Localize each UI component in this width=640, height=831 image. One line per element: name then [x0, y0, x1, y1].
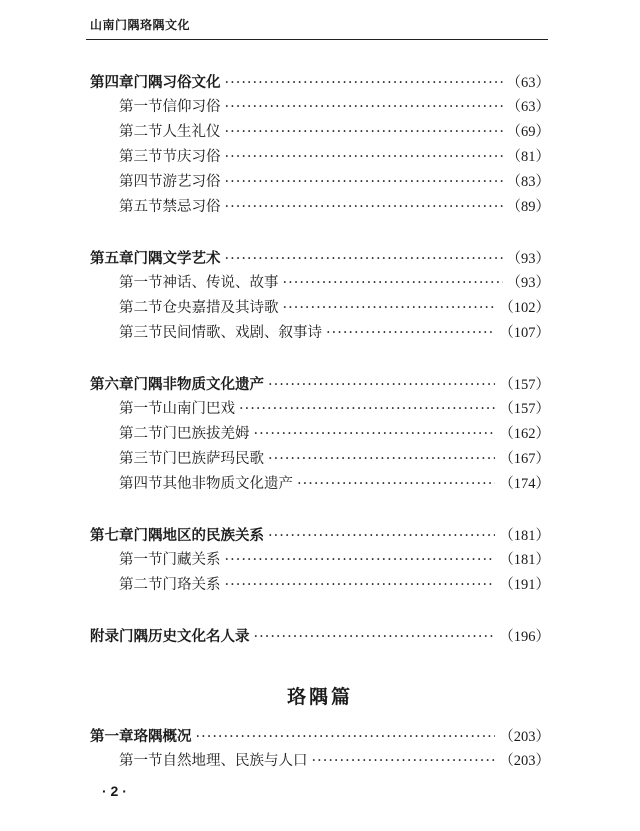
toc-entry-page: （162）: [499, 426, 550, 442]
toc-entry-number: 第四节: [119, 476, 163, 492]
toc-entry-page: （167）: [499, 451, 550, 467]
toc-dot-leader: [268, 373, 495, 398]
toc-entry-title: 门隅文学艺术: [133, 250, 221, 267]
toc-section-entry: [90, 195, 550, 220]
toc-entry-title: 自然地理、民族与人口: [162, 753, 308, 769]
toc-entry-title: 门隅习俗文化: [133, 74, 221, 91]
toc-section-entry: [90, 271, 550, 296]
toc-section-entry: [90, 422, 550, 447]
toc-entry-page: （157）: [499, 401, 550, 417]
toc-entry-title: 信仰习俗: [162, 99, 221, 115]
toc-entry-page: （174）: [499, 476, 550, 492]
toc-entry-page: （63）: [506, 75, 550, 91]
toc-dot-leader: [225, 195, 503, 220]
toc-entry-title: 门珞关系: [162, 577, 221, 593]
toc-entry-title: 门藏关系: [162, 552, 221, 568]
toc-dot-leader: [254, 422, 496, 447]
toc-dot-leader: [225, 170, 503, 195]
toc-dot-leader: [225, 71, 503, 96]
toc-entry-page: （191）: [499, 577, 550, 593]
toc-entry-number: 第一节: [119, 99, 163, 115]
toc-section-entry: [90, 472, 550, 497]
toc-entry-page: （63）: [506, 99, 550, 115]
toc-dot-leader: [312, 749, 496, 774]
toc-entry-title: 人生礼仪: [162, 124, 221, 140]
toc-entry-number: 第六章: [90, 376, 134, 393]
toc-section-entry: [90, 120, 550, 145]
toc-entry-number: 第二节: [119, 426, 163, 442]
toc-entry-page: （102）: [499, 300, 550, 316]
toc-entry-page: （181）: [499, 552, 550, 568]
toc-chapter-entry: [90, 523, 550, 548]
toc-dot-leader: [225, 573, 496, 598]
table-of-contents: [90, 70, 550, 649]
toc-dot-leader: [196, 725, 496, 750]
toc-entry-number: 第一节: [119, 275, 163, 291]
toc-section-entry: [90, 573, 550, 598]
toc-entry-page: （203）: [499, 753, 550, 769]
toc-entry-number: 第一节: [119, 753, 163, 769]
toc-entry-title: 山南门巴戏: [162, 401, 235, 417]
toc-chapter-entry: [90, 70, 550, 95]
toc-entry-page: （157）: [499, 377, 550, 393]
table-of-contents-part-2: [90, 724, 550, 774]
toc-entry-page: （81）: [506, 149, 550, 165]
toc-section-entry: [90, 145, 550, 170]
toc-entry-number: 第七章: [90, 527, 134, 544]
toc-dot-leader: [254, 625, 496, 650]
toc-section-entry: [90, 548, 550, 573]
toc-dot-leader: [297, 472, 495, 497]
toc-entry-page: （89）: [506, 199, 550, 215]
toc-entry-page: （69）: [506, 124, 550, 140]
toc-dot-leader: [268, 524, 495, 549]
toc-entry-title: 禁忌习俗: [162, 199, 221, 215]
toc-chapter-entry: [90, 724, 550, 749]
toc-entry-page: （93）: [506, 275, 550, 291]
toc-entry-page: （93）: [506, 251, 550, 267]
toc-entry-number: 第四章: [90, 74, 134, 91]
toc-dot-leader: [225, 95, 503, 120]
toc-dot-leader: [225, 120, 503, 145]
toc-entry-title: 其他非物质文化遗产: [162, 476, 293, 492]
toc-entry-title: 门隅历史文化名人录: [119, 628, 250, 645]
toc-entry-page: （83）: [506, 174, 550, 190]
toc-entry-title: 珞隅概况: [133, 728, 192, 745]
toc-section-entry: [90, 95, 550, 120]
toc-entry-number: 第二节: [119, 300, 163, 316]
toc-entry-title: 节庆习俗: [162, 149, 221, 165]
toc-entry-page: （196）: [499, 629, 550, 645]
toc-entry-title: 神话、传说、故事: [162, 275, 279, 291]
toc-entry-number: 第五节: [119, 199, 163, 215]
toc-entry-number: 第三节: [119, 149, 163, 165]
toc-entry-title: 门隅地区的民族关系: [133, 527, 264, 544]
toc-entry-number: 第五章: [90, 250, 134, 267]
toc-entry-page: （181）: [499, 528, 550, 544]
part-title: 珞隅篇: [286, 686, 353, 708]
toc-entry-number: 附录: [90, 628, 119, 645]
toc-section-entry: [90, 447, 550, 472]
toc-section-entry: [90, 296, 550, 321]
toc-entry-title: 游艺习俗: [162, 174, 221, 190]
toc-dot-leader: [225, 247, 503, 272]
toc-chapter-entry: [90, 246, 550, 271]
toc-entry-title: 门巴族萨玛民歌: [162, 451, 264, 467]
toc-entry-page: （203）: [499, 729, 550, 745]
toc-entry-number: 第二节: [119, 124, 163, 140]
running-head: 山南门隅珞隅文化: [90, 18, 191, 32]
toc-entry-number: 第三节: [119, 325, 163, 341]
toc-dot-leader: [225, 145, 503, 170]
toc-entry-number: 第一节: [119, 552, 163, 568]
toc-entry-title: 民间情歌、戏剧、叙事诗: [162, 325, 322, 341]
toc-entry-number: 第四节: [119, 174, 163, 190]
toc-dot-leader: [283, 271, 503, 296]
toc-entry-title: 门巴族拔羌姆: [162, 426, 250, 442]
toc-dot-leader: [283, 296, 496, 321]
toc-entry-number: 第三节: [119, 451, 163, 467]
toc-dot-leader: [268, 447, 495, 472]
toc-entry-number: 第一章: [90, 728, 134, 745]
toc-section-entry: [90, 397, 550, 422]
toc-section-entry: [90, 321, 550, 346]
toc-dot-leader: [326, 321, 495, 346]
toc-chapter-entry: [90, 624, 550, 649]
page-number: · 2 ·: [102, 783, 127, 799]
toc-dot-leader: [225, 548, 496, 573]
toc-dot-leader: [239, 397, 495, 422]
toc-entry-number: 第一节: [119, 401, 163, 417]
toc-chapter-entry: [90, 372, 550, 397]
toc-section-entry: [90, 170, 550, 195]
toc-section-entry: [90, 749, 550, 774]
toc-entry-number: 第二节: [119, 577, 163, 593]
header-rule: [86, 39, 548, 40]
toc-entry-title: 仓央嘉措及其诗歌: [162, 300, 279, 316]
toc-entry-page: （107）: [499, 325, 550, 341]
toc-entry-title: 门隅非物质文化遗产: [133, 376, 264, 393]
